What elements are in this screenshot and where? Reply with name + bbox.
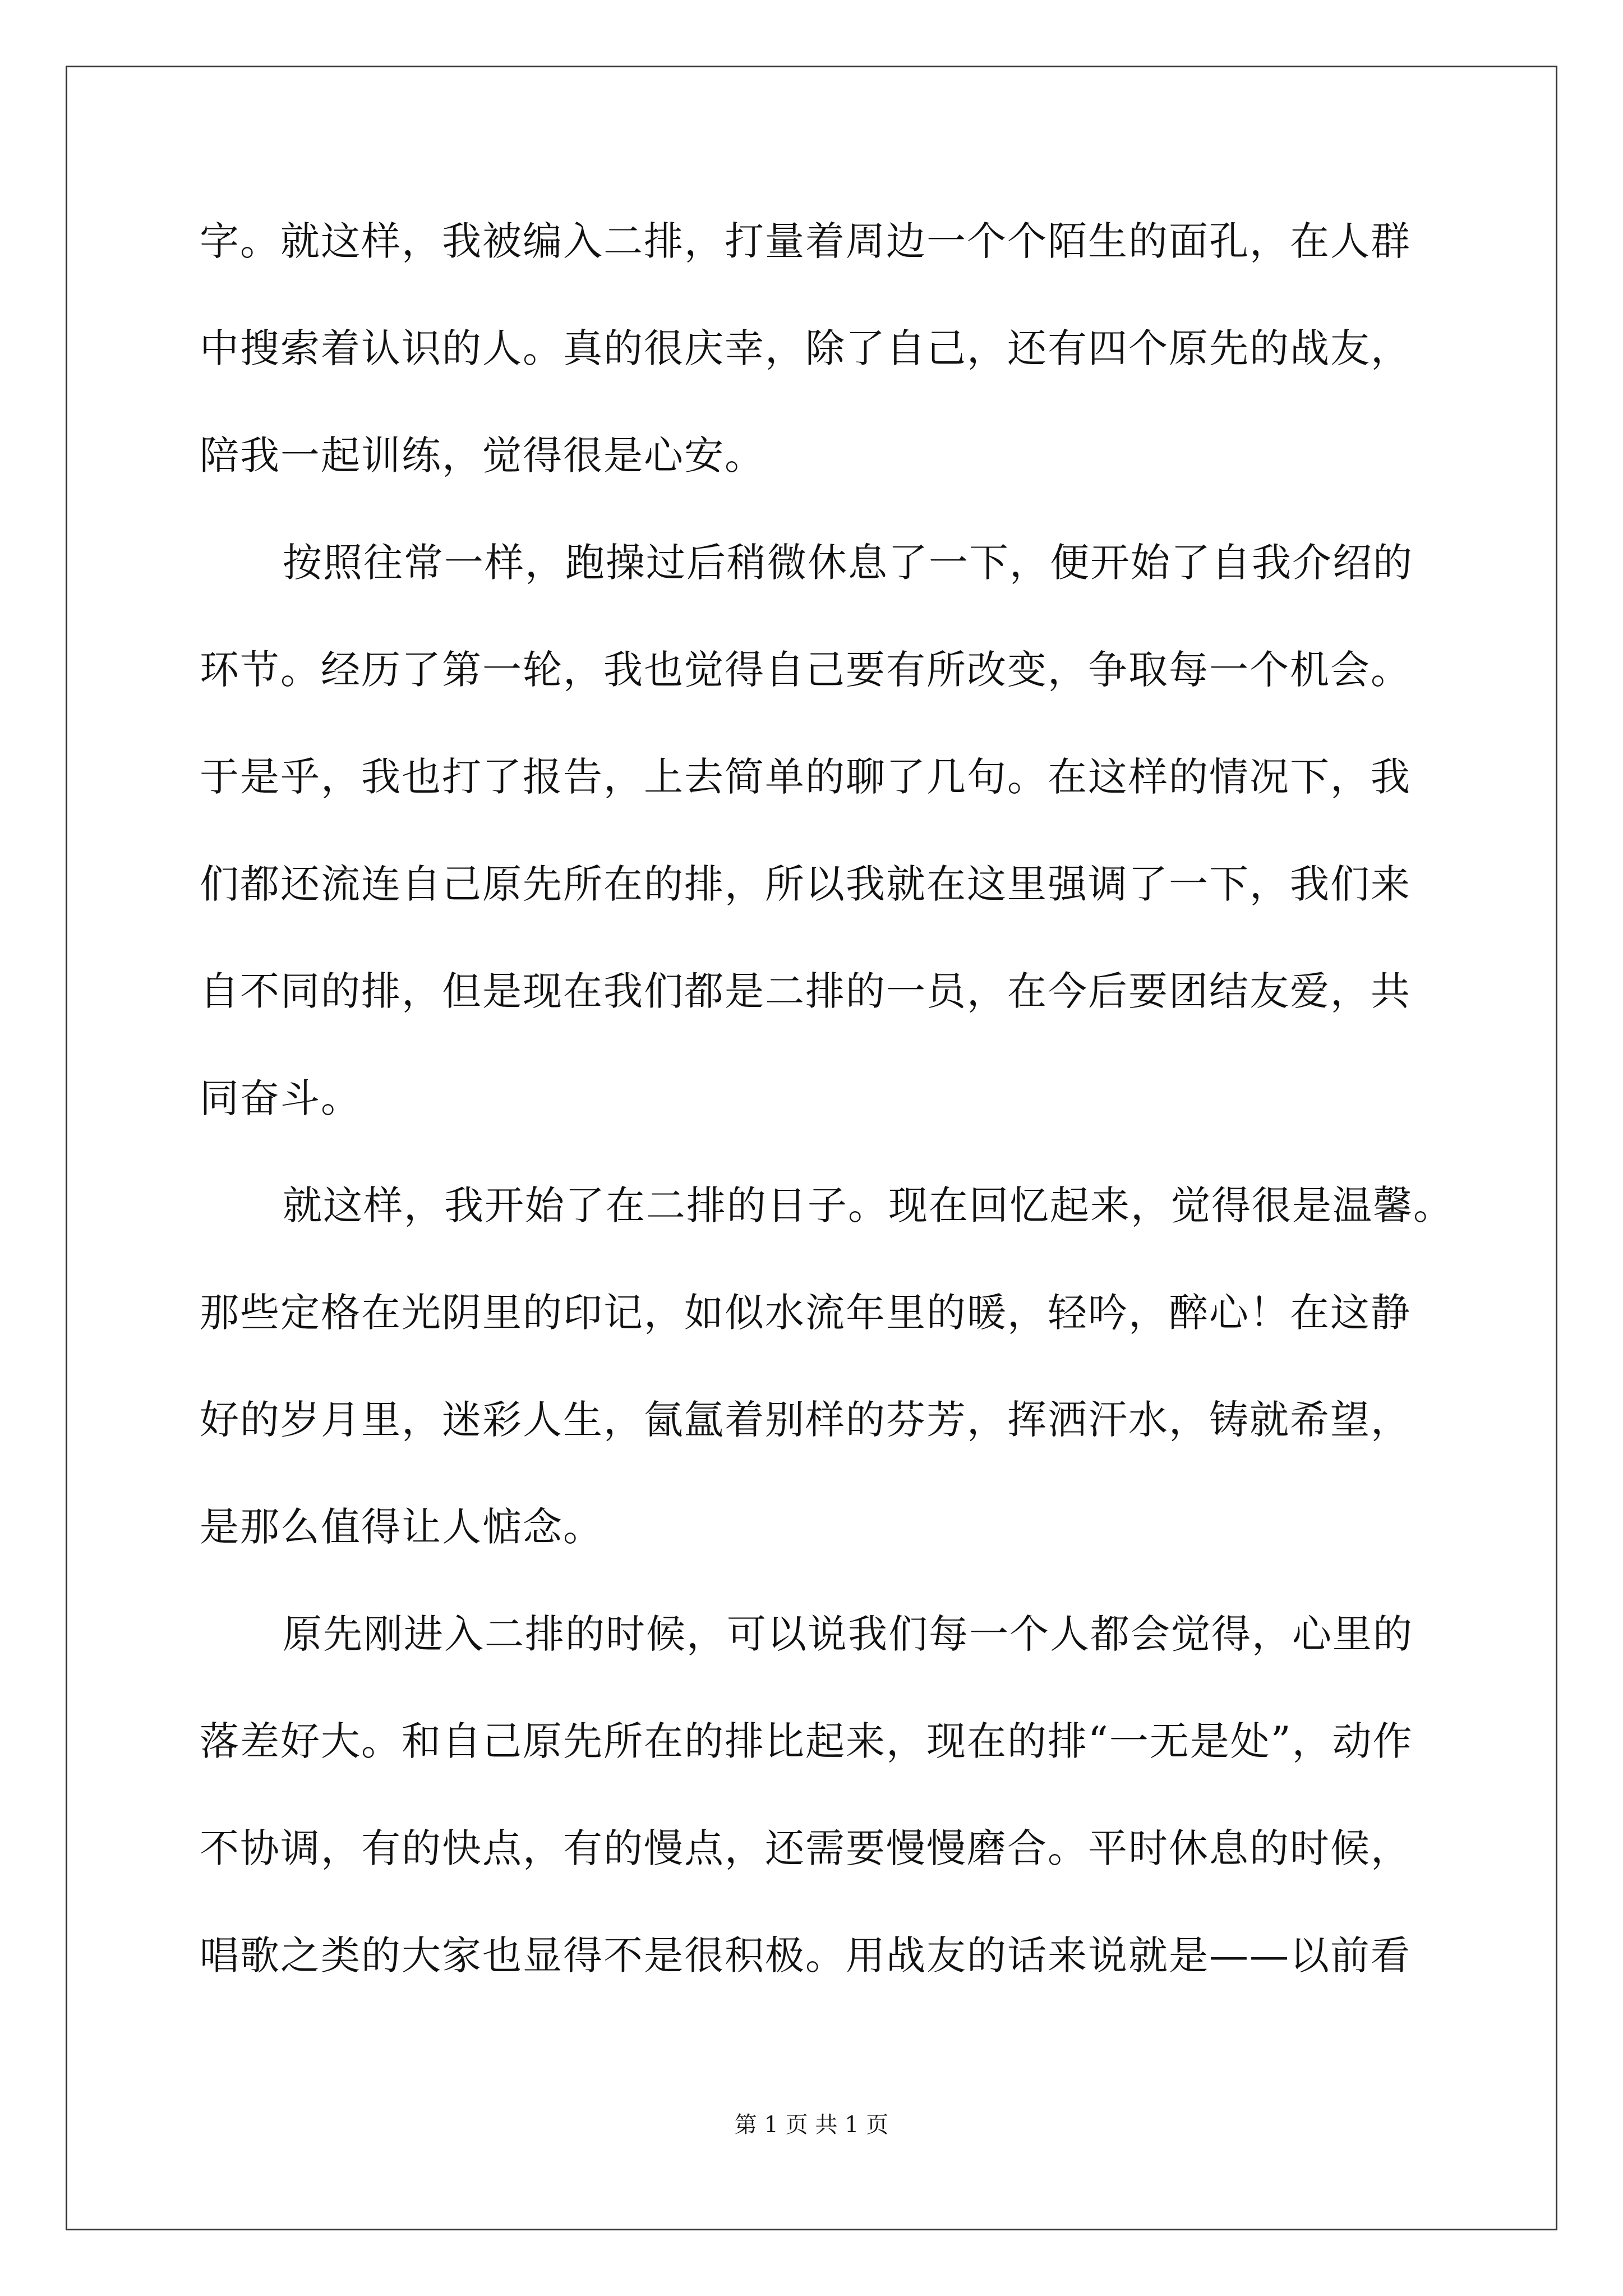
text-line: 同奋斗。 xyxy=(200,1075,361,1121)
page-number: 第 1 页 共 1 页 xyxy=(734,2112,889,2138)
text-line: 不协调，有的快点，有的慢点，还需要慢慢磨合。平时休息的时候， xyxy=(200,1825,1411,1871)
text-line: 落差好大。和自己原先所在的排比起来，现在的排“一无是处”，动作 xyxy=(200,1718,1413,1764)
text-line: 中搜索着认识的人。真的很庆幸，除了自己，还有四个原先的战友， xyxy=(200,325,1411,371)
paragraph-first-line: 原先刚进入二排的时候，可以说我们每一个人都会觉得，心里的 xyxy=(283,1611,1413,1657)
text-line: 字。就这样，我被编入二排，打量着周边一个个陌生的面孔，在人群 xyxy=(200,218,1411,264)
text-line: 于是乎，我也打了报告，上去简单的聊了几句。在这样的情况下，我 xyxy=(200,754,1411,800)
text-line: 陪我一起训练，觉得很是心安。 xyxy=(200,432,765,478)
paragraph-first-line: 按照往常一样，跑操过后稍微休息了一下，便开始了自我介绍的 xyxy=(283,540,1413,586)
text-line: 是那么值得让人惦念。 xyxy=(200,1504,603,1550)
text-line: 环节。经历了第一轮，我也觉得自己要有所改变，争取每一个机会。 xyxy=(200,647,1411,693)
text-line: 们都还流连自己原先所在的排，所以我就在这里强调了一下，我们来 xyxy=(200,861,1411,907)
paragraph-first-line: 就这样，我开始了在二排的日子。现在回忆起来，觉得很是温馨。 xyxy=(283,1182,1454,1228)
page-border xyxy=(66,66,1557,2230)
text-line: 唱歌之类的大家也显得不是很积极。用战友的话来说就是——以前看 xyxy=(200,1932,1411,1978)
text-line: 那些定格在光阴里的印记，如似水流年里的暖，轻吟，醉心！在这静 xyxy=(200,1290,1411,1336)
text-line: 自不同的排，但是现在我们都是二排的一员，在今后要团结友爱，共 xyxy=(200,968,1411,1014)
text-line: 好的岁月里，迷彩人生，氤氲着别样的芬芳，挥洒汗水，铸就希望， xyxy=(200,1397,1411,1443)
